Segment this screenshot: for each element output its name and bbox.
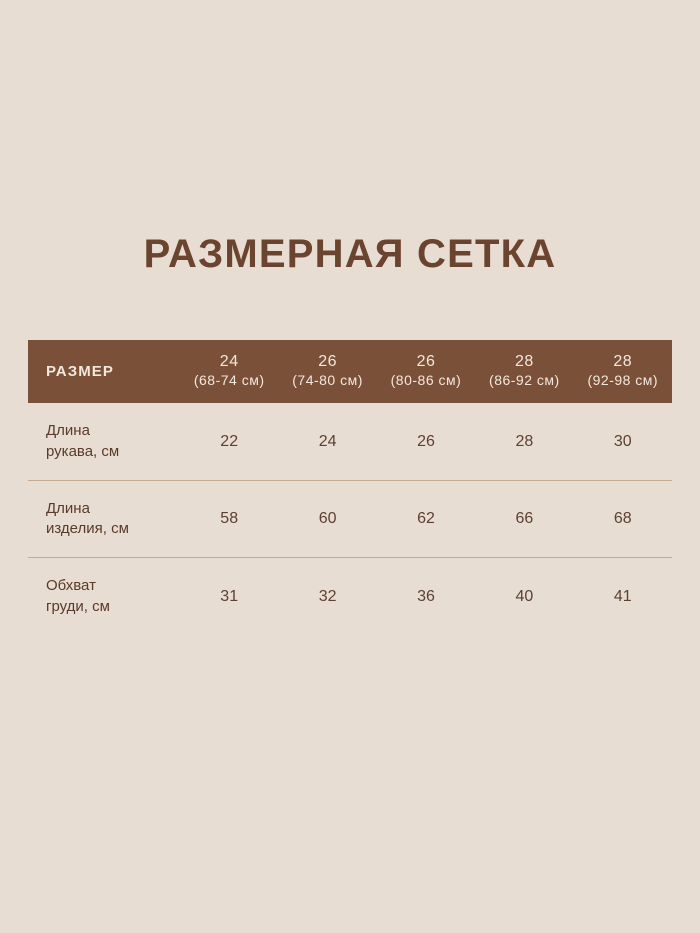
header-size-0: 24 (219, 353, 239, 370)
cell-garment-4: 68 (574, 480, 672, 558)
row-label-line2: груди, см (46, 597, 110, 615)
cell-garment-2: 62 (377, 480, 475, 558)
header-cell-col-4 (574, 340, 672, 403)
row-label-sleeve-length (28, 403, 180, 480)
header-size-2: 26 (416, 353, 436, 370)
cell-sleeve-2: 26 (377, 403, 475, 480)
header-range-1: (74-80 см) (292, 372, 363, 389)
row-label-chest-girth (28, 558, 180, 635)
cell-chest-2: 36 (417, 587, 435, 605)
row-label-line1: Длина (46, 499, 90, 517)
header-size-4: 28 (613, 353, 633, 370)
cell-chest-3: 40 (515, 587, 534, 605)
table-header (28, 340, 672, 403)
table-header-row (28, 340, 672, 403)
cell-chest-0: 31 (220, 587, 239, 605)
header-range-2: (80-86 см) (390, 372, 462, 389)
header-cell-size-label: РАЗМЕР (46, 362, 115, 380)
header-range-0: (68-74 см) (193, 372, 265, 389)
row-label-line1: Обхват (46, 577, 96, 595)
cell-garment-0: 58 (180, 480, 278, 558)
header-size-3: 28 (514, 353, 534, 370)
table-row (28, 403, 672, 480)
table-body (28, 403, 672, 635)
size-table (28, 340, 672, 635)
cell-garment-1: 60 (278, 480, 376, 558)
page-title: РАЗМЕРНАЯ СЕТКА (143, 232, 557, 276)
header-cell-col-1 (278, 340, 376, 403)
header-size-1: 26 (318, 353, 337, 370)
cell-chest-1: 32 (318, 587, 337, 605)
row-label-garment-length (28, 480, 180, 558)
header-range-3: (86-92 см) (489, 372, 560, 389)
table-row (28, 558, 672, 635)
table-row (28, 480, 672, 558)
row-label-line2: рукава, см (46, 442, 120, 460)
cell-sleeve-1: 24 (278, 403, 376, 480)
cell-sleeve-3: 28 (475, 403, 573, 480)
header-cell-col-2 (377, 340, 475, 403)
size-table-container (28, 340, 672, 635)
header-range-4: (92-98 см) (587, 372, 659, 389)
header-cell-col-0 (180, 340, 278, 403)
header-cell-col-3 (475, 340, 573, 403)
cell-sleeve-4: 30 (574, 403, 672, 480)
cell-sleeve-0: 22 (180, 403, 278, 480)
cell-chest-4: 41 (613, 587, 632, 605)
row-label-line2: изделия, см (46, 520, 129, 538)
row-label-line1: Длина (46, 422, 90, 440)
cell-garment-3: 66 (475, 480, 573, 558)
